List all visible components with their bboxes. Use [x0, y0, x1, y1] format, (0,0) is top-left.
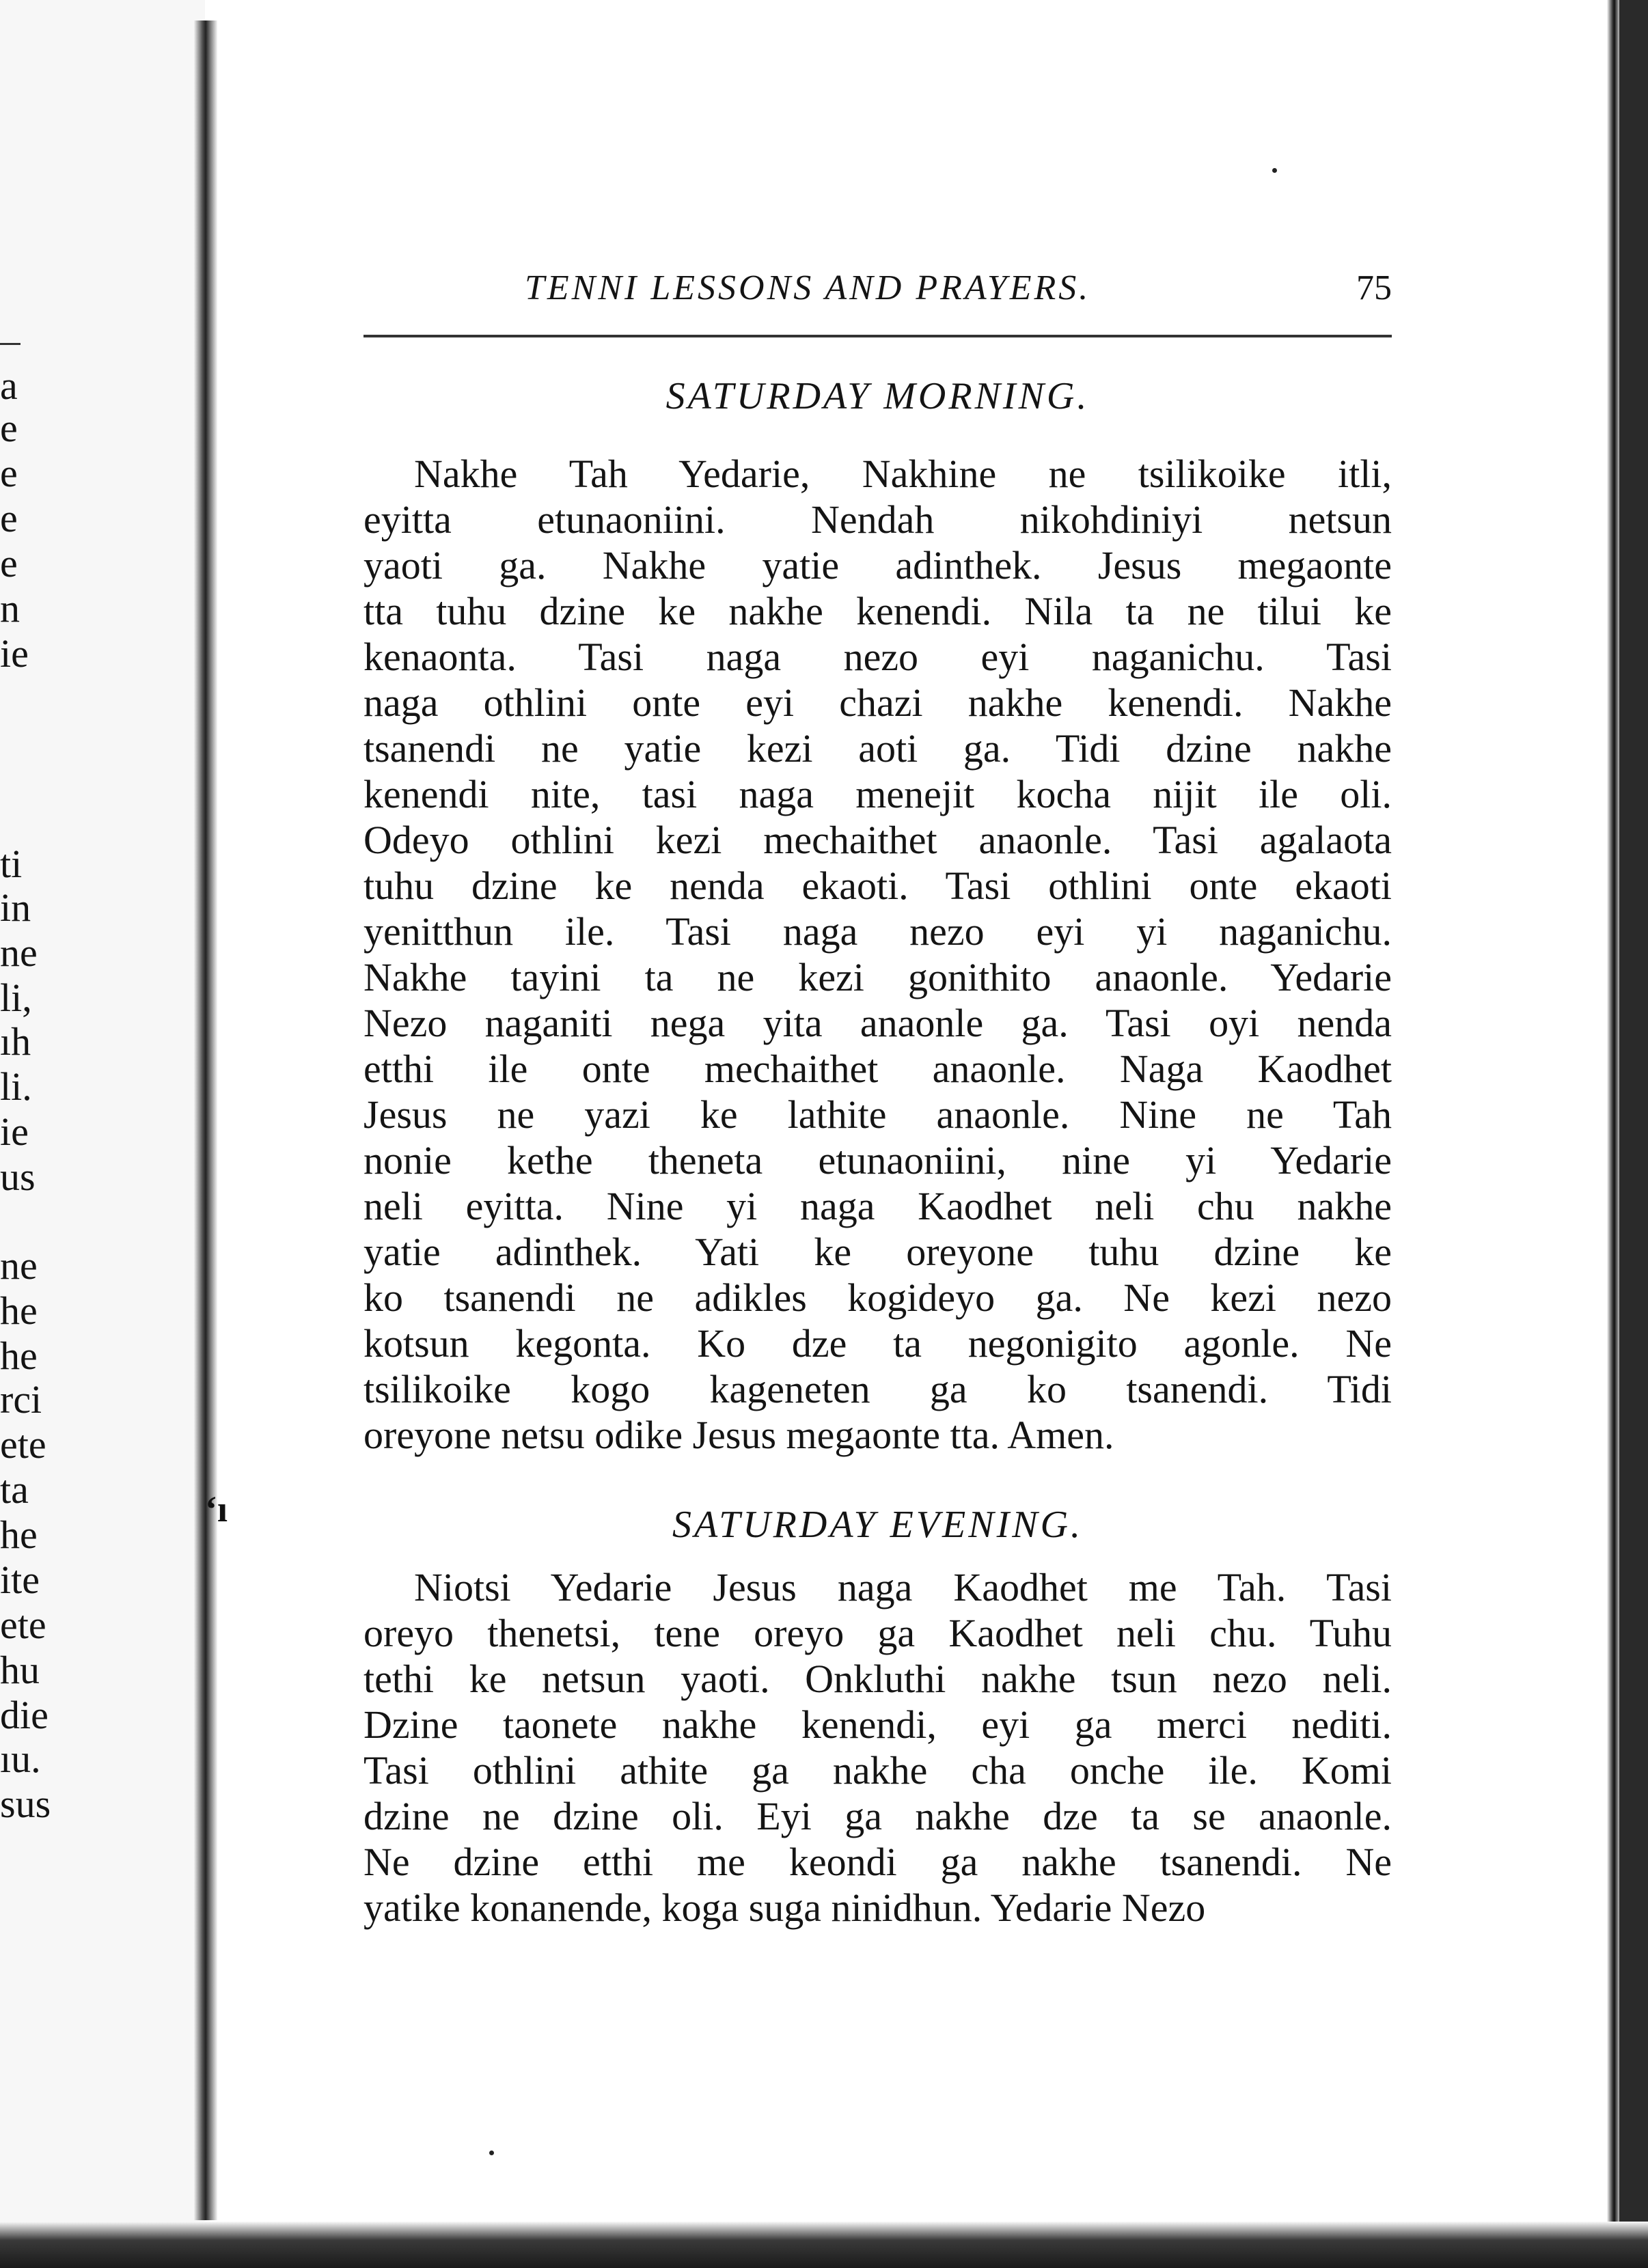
- previous-page-fragment: ti: [0, 842, 23, 886]
- previous-page-fragment: die: [0, 1693, 49, 1737]
- text-line: tethi ke netsun yaoti. Onkluthi nakhe tsun nezo neli.: [363, 1657, 1392, 1701]
- previous-page-fragment: he: [0, 1333, 38, 1378]
- text-line: Odeyo othlini kezi mechaithet anaonle. Tasi agalaota: [363, 818, 1392, 862]
- previous-page-fragment: ıu.: [0, 1737, 41, 1781]
- text-line: Tasi othlini athite ga nakhe cha onche ile. Komi: [363, 1748, 1392, 1793]
- previous-page-fragment: he: [0, 1512, 38, 1557]
- text-line: kotsun kegonta. Ko dze ta negonigito agonle. Ne: [363, 1321, 1392, 1366]
- previous-page-fragment: ta: [0, 1467, 29, 1512]
- print-speck: [1272, 168, 1277, 173]
- previous-page-fragment: us: [0, 1154, 36, 1199]
- text-line: kenaonta. Tasi naga nezo eyi naganichu. Tasi: [363, 635, 1392, 679]
- text-line: tsanendi ne yatie kezi aoti ga. Tidi dzine nakhe: [363, 726, 1392, 771]
- text-line: tsilikoike kogo kageneten ga ko tsanendi. Tidi: [363, 1367, 1392, 1411]
- previous-page-fragment: n: [0, 586, 20, 631]
- text-line: oreyo thenetsi, tene oreyo ga Kaodhet neli chu. Tuhu: [363, 1611, 1392, 1655]
- previous-page-fragment: hu: [0, 1648, 40, 1692]
- evening-prayer-paragraph: [363, 1564, 1392, 1931]
- page-edge: [1607, 0, 1619, 2268]
- section-title-evening: SATURDAY EVENING.: [672, 1504, 1084, 1546]
- gutter-mark: ʻı: [205, 1489, 228, 1530]
- previous-page-fragment: e: [0, 406, 18, 450]
- text-line: Dzine taonete nakhe kenendi, eyi ga merci nediti.: [363, 1702, 1392, 1747]
- scan-border: [1619, 0, 1648, 2268]
- previous-page-fragment: ne: [0, 930, 38, 975]
- text-line: Nakhe tayini ta ne kezi gonithito anaonle. Yedarie: [363, 955, 1392, 999]
- text-line: yaoti ga. Nakhe yatie adinthek. Jesus megaonte: [363, 543, 1392, 587]
- previous-page-edge: [0, 0, 205, 2268]
- print-speck: [489, 2151, 494, 2155]
- text-line: Ne dzine etthi me keondi ga nakhe tsanendi. Ne: [363, 1840, 1392, 1884]
- running-title: TENNI LESSONS AND PRAYERS.: [525, 268, 1091, 307]
- text-line: neli eyitta. Nine yi naga Kaodhet neli chu nakhe: [363, 1184, 1392, 1228]
- previous-page-fragment: ie: [0, 1109, 29, 1154]
- book-gutter: [194, 20, 217, 2220]
- running-header: [363, 268, 1392, 322]
- scan-bottom-border: [0, 2222, 1648, 2268]
- previous-page-fragment: li.: [0, 1064, 32, 1109]
- text-line: dzine ne dzine oli. Eyi ga nakhe dze ta se anaonle.: [363, 1794, 1392, 1838]
- text-line: etthi ile onte mechaithet anaonle. Naga Kaodhet: [363, 1047, 1392, 1091]
- text-line: naga othlini onte eyi chazi nakhe kenendi. Nakhe: [363, 680, 1392, 725]
- previous-page-fragment: e: [0, 496, 18, 540]
- text-line: yatike konanende, koga suga ninidhun. Yedarie Nezo: [363, 1885, 1206, 1930]
- morning-prayer-paragraph: [363, 451, 1392, 1458]
- text-line: yenitthun ile. Tasi naga nezo eyi yi naganichu.: [363, 909, 1392, 954]
- text-line: tta tuhu dzine ke nakhe kenendi. Nila ta ne tilui ke: [363, 589, 1392, 633]
- text-line: Jesus ne yazi ke lathite anaonle. Nine ne Tah: [363, 1092, 1392, 1137]
- previous-page-fragment: ie: [0, 631, 29, 676]
- page-number: 75: [1356, 268, 1392, 307]
- text-line: kenendi nite, tasi naga menejit kocha nijit ile oli.: [363, 772, 1392, 816]
- previous-page-fragment: he: [0, 1288, 38, 1333]
- text-line: Nakhe Tah Yedarie, Nakhine ne tsilikoike itli,: [414, 452, 1392, 496]
- previous-page-fragment: ne: [0, 1243, 38, 1288]
- text-line: nonie kethe theneta etunaoniini, nine yi Yedarie: [363, 1138, 1392, 1183]
- previous-page-fragment: e: [0, 451, 18, 495]
- previous-page-fragment: ıh: [0, 1019, 31, 1064]
- text-line: eyitta etunaoniini. Nendah nikohdiniyi netsun: [363, 497, 1392, 542]
- previous-page-fragment: ete: [0, 1603, 46, 1647]
- text-line: yatie adinthek. Yati ke oreyone tuhu dzine ke: [363, 1230, 1392, 1274]
- previous-page-fragment: ete: [0, 1422, 46, 1467]
- header-rule: [363, 335, 1392, 337]
- previous-page-fragment: rci: [0, 1377, 42, 1422]
- previous-page-fragment: a: [0, 363, 18, 408]
- previous-page-fragment: ite: [0, 1558, 40, 1602]
- previous-page-fragment: sus: [0, 1782, 51, 1826]
- text-line: Nezo naganiti nega yita anaonle ga. Tasi oyi nenda: [363, 1001, 1392, 1045]
- text-line: oreyone netsu odike Jesus megaonte tta. Amen.: [363, 1413, 1114, 1457]
- section-title-morning: SATURDAY MORNING.: [665, 375, 1090, 417]
- previous-page-rule: [0, 343, 20, 345]
- text-line: ko tsanendi ne adikles kogideyo ga. Ne kezi nezo: [363, 1275, 1392, 1320]
- previous-page-fragment: in: [0, 885, 31, 930]
- text-line: tuhu dzine ke nenda ekaoti. Tasi othlini onte ekaoti: [363, 863, 1392, 908]
- previous-page-fragment: li,: [0, 976, 32, 1020]
- previous-page-fragment: e: [0, 541, 18, 585]
- text-line: Niotsi Yedarie Jesus naga Kaodhet me Tah. Tasi: [414, 1565, 1392, 1609]
